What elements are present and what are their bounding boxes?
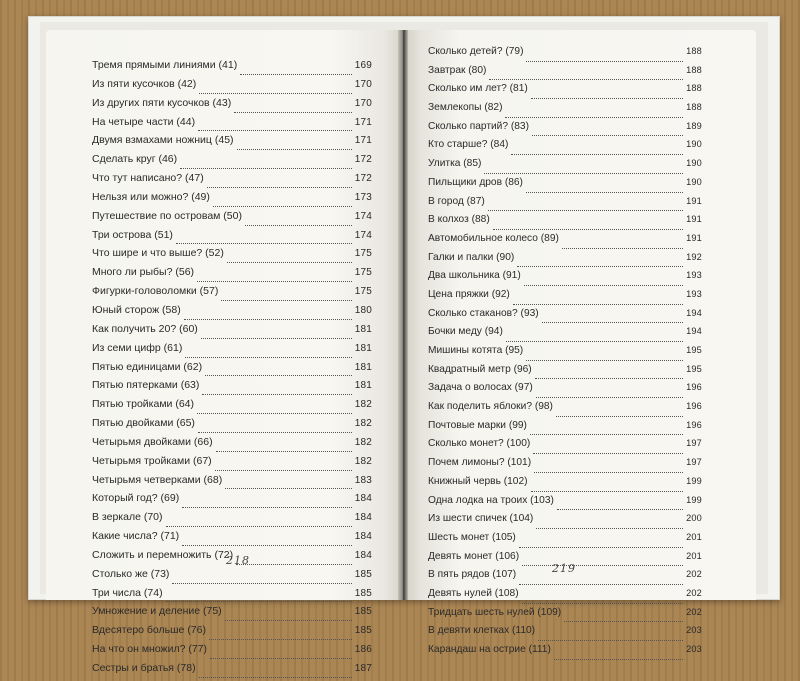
toc-entry xyxy=(428,102,702,121)
toc-entry-page-number: 174 xyxy=(354,229,372,241)
dot-leader xyxy=(207,187,352,188)
toc-entry xyxy=(92,492,372,511)
toc-entry xyxy=(92,568,372,587)
dot-leader xyxy=(513,304,683,305)
toc-entry-page-number: 196 xyxy=(686,382,702,393)
toc-entry xyxy=(92,304,372,323)
toc-entry xyxy=(92,153,372,172)
toc-entry xyxy=(92,323,372,342)
toc-entry-page-number: 175 xyxy=(354,267,372,279)
toc-entry-title: Сколько им лет? (81) xyxy=(428,83,528,95)
toc-entry xyxy=(92,417,372,436)
toc-entry-title: Задача о волосах (97) xyxy=(428,382,533,394)
toc-entry-title: Сколько монет? (100) xyxy=(428,438,531,450)
toc-entry xyxy=(92,116,372,135)
toc-entry-page-number: 181 xyxy=(354,323,372,335)
dot-leader xyxy=(202,394,351,395)
toc-entry-page-number: 191 xyxy=(686,214,702,225)
toc-entry-page-number: 203 xyxy=(686,625,702,636)
toc-entry xyxy=(92,455,372,474)
toc-entry xyxy=(92,78,372,97)
toc-entry xyxy=(92,172,372,191)
dot-leader xyxy=(199,93,351,94)
dot-leader xyxy=(236,564,352,565)
toc-entry-page-number: 188 xyxy=(686,102,702,113)
dot-leader xyxy=(538,640,683,641)
toc-entry-title: Какие числа? (71) xyxy=(92,530,180,543)
toc-entry xyxy=(428,476,702,495)
toc-entry-title: Девять монет (106) xyxy=(428,550,520,562)
toc-entry-page-number: 183 xyxy=(354,474,372,486)
toc-entry xyxy=(92,587,372,606)
toc-entry xyxy=(428,625,702,644)
toc-entry-page-number: 185 xyxy=(354,625,372,637)
toc-entry-page-number: 202 xyxy=(686,606,702,617)
toc-entry-page-number: 190 xyxy=(686,158,702,169)
toc-entry-page-number: 185 xyxy=(354,606,372,618)
toc-entry-page-number: 175 xyxy=(354,286,372,298)
toc-entry-title: Четырьмя двойками (66) xyxy=(92,435,213,448)
toc-entry xyxy=(428,607,702,626)
dot-leader xyxy=(172,583,351,584)
toc-entry xyxy=(428,345,702,364)
toc-entry-page-number: 193 xyxy=(686,270,702,281)
toc-entry-title: Пятью пятерками (63) xyxy=(92,379,200,392)
toc-entry xyxy=(428,382,702,401)
toc-entry-page-number: 184 xyxy=(354,493,372,505)
toc-entry-title: В пять рядов (107) xyxy=(428,569,517,581)
dot-leader xyxy=(556,416,683,417)
toc-entry xyxy=(92,624,372,643)
toc-entry-title: Сколько детей? (79) xyxy=(428,46,524,57)
toc-entry-page-number: 197 xyxy=(686,457,702,468)
toc-entry-title: Карандаш на острие (111) xyxy=(428,644,551,655)
dot-leader xyxy=(209,639,352,640)
toc-entry-page-number: 170 xyxy=(354,97,372,109)
toc-entry-title: Тремя прямыми линиями (41) xyxy=(92,59,238,71)
toc-entry-title: Улитка (85) xyxy=(428,158,482,170)
toc-entry xyxy=(428,139,702,158)
toc-entry-page-number: 170 xyxy=(354,78,372,90)
dot-leader xyxy=(536,528,683,529)
toc-entry xyxy=(92,59,372,78)
toc-entry-title: Цена пряжки (92) xyxy=(428,288,510,300)
dot-leader xyxy=(531,491,684,492)
toc-entry-page-number: 171 xyxy=(354,135,372,147)
toc-entry-page-number: 184 xyxy=(354,512,372,524)
toc-entry-title: Пятью тройками (64) xyxy=(92,398,194,411)
dot-leader xyxy=(184,319,352,320)
toc-entry xyxy=(428,46,702,65)
toc-entry-title: Что шире и что выше? (52) xyxy=(92,247,224,260)
toc-entry-page-number: 182 xyxy=(354,399,372,411)
toc-entry xyxy=(92,474,372,493)
toc-entry-page-number: 169 xyxy=(354,60,372,71)
dot-leader xyxy=(234,112,351,113)
toc-entry-title: Пятью двойками (65) xyxy=(92,417,195,430)
dot-leader xyxy=(493,229,683,230)
toc-entry-title: Почтовые марки (99) xyxy=(428,419,527,431)
toc-entry xyxy=(428,401,702,420)
toc-entry-title: Автомобильное колесо (89) xyxy=(428,232,559,244)
toc-entry xyxy=(428,588,702,607)
toc-entry-title: Как получить 20? (60) xyxy=(92,322,198,335)
toc-entry xyxy=(428,513,702,532)
toc-entry-title: Юный сторож (58) xyxy=(92,303,181,316)
dot-leader xyxy=(198,130,352,131)
dot-leader xyxy=(176,243,352,244)
dot-leader xyxy=(197,281,352,282)
toc-entry-title: Завтрак (80) xyxy=(428,64,487,76)
toc-entry-title: Девять нулей (108) xyxy=(428,587,519,599)
toc-entry xyxy=(92,379,372,398)
toc-entry-title: Сложить и перемножить (72) xyxy=(92,548,234,561)
dot-leader xyxy=(215,470,352,471)
dot-leader xyxy=(201,338,352,339)
toc-entry-title: На что он множил? (77) xyxy=(92,643,207,656)
dot-leader xyxy=(522,565,683,566)
dot-leader xyxy=(240,74,352,75)
toc-entry xyxy=(92,530,372,549)
toc-entry-page-number: 188 xyxy=(686,83,702,94)
toc-entry-page-number: 191 xyxy=(686,232,702,243)
dot-leader xyxy=(557,509,683,510)
toc-entry-page-number: 188 xyxy=(686,46,702,56)
toc-entry-page-number: 174 xyxy=(354,210,372,222)
toc-entry-title: Землекопы (82) xyxy=(428,102,503,114)
toc-entry-page-number: 181 xyxy=(354,342,372,354)
left-table-of-contents xyxy=(92,59,372,681)
dot-leader xyxy=(213,206,352,207)
toc-entry-title: Шесть монет (105) xyxy=(428,531,516,543)
dot-leader xyxy=(221,300,351,301)
toc-entry-title: Сколько партий? (83) xyxy=(428,120,529,132)
toc-entry-title: Почем лимоны? (101) xyxy=(428,457,532,469)
dot-leader xyxy=(531,98,683,99)
toc-entry-page-number: 182 xyxy=(354,436,372,448)
toc-entry-page-number: 195 xyxy=(686,345,702,355)
toc-entry-title: Одна лодка на троих (103) xyxy=(428,494,554,506)
toc-entry-title: Из других пяти кусочков (43) xyxy=(92,96,232,109)
dot-leader xyxy=(535,378,683,379)
toc-entry-page-number: 185 xyxy=(354,568,372,580)
toc-entry xyxy=(428,308,702,327)
toc-entry xyxy=(428,289,702,308)
dot-leader xyxy=(522,603,683,604)
toc-entry xyxy=(92,97,372,116)
dot-leader xyxy=(245,225,352,226)
dot-leader xyxy=(530,434,683,435)
toc-entry xyxy=(428,121,702,140)
toc-entry-page-number: 173 xyxy=(354,191,372,203)
dot-leader xyxy=(166,526,352,527)
toc-entry-title: Фигурки-головоломки (57) xyxy=(92,285,219,298)
toc-entry-page-number: 182 xyxy=(354,455,372,467)
toc-entry xyxy=(428,438,702,457)
toc-entry xyxy=(428,252,702,271)
dot-leader xyxy=(506,341,683,342)
toc-entry-page-number: 203 xyxy=(686,644,702,654)
dot-leader xyxy=(185,357,351,358)
toc-entry-page-number: 171 xyxy=(354,116,372,128)
toc-entry-title: Путешествие по островам (50) xyxy=(92,209,242,222)
toc-entry-title: Сделать круг (46) xyxy=(92,153,178,166)
toc-entry-page-number: 197 xyxy=(686,438,702,449)
toc-entry-title: Пильщики дров (86) xyxy=(428,176,523,188)
dot-leader xyxy=(564,621,683,622)
toc-entry-page-number: 194 xyxy=(686,326,702,337)
toc-entry-title: Двумя взмахами ножниц (45) xyxy=(92,134,234,147)
dot-leader xyxy=(197,413,352,414)
toc-entry xyxy=(92,643,372,662)
toc-entry xyxy=(428,196,702,215)
toc-entry-page-number: 193 xyxy=(686,288,702,299)
dot-leader xyxy=(216,451,352,452)
dot-leader xyxy=(505,117,683,118)
dot-leader xyxy=(166,601,352,602)
toc-entry-page-number: 191 xyxy=(686,195,702,206)
toc-entry-page-number: 182 xyxy=(354,418,372,430)
toc-entry-page-number: 185 xyxy=(354,587,372,599)
toc-entry xyxy=(92,285,372,304)
toc-entry-title: Сестры и братья (78) xyxy=(92,662,196,674)
toc-entry-page-number: 194 xyxy=(686,307,702,318)
dot-leader xyxy=(182,507,352,508)
toc-entry-title: Книжный червь (102) xyxy=(428,475,528,487)
dot-leader xyxy=(526,192,683,193)
toc-entry-page-number: 199 xyxy=(686,475,702,486)
toc-entry-page-number: 184 xyxy=(354,549,372,561)
toc-entry-title: Из шести спичек (104) xyxy=(428,513,534,525)
toc-entry-title: Что тут написано? (47) xyxy=(92,172,204,185)
toc-entry-page-number: 200 xyxy=(686,513,702,524)
toc-entry-page-number: 172 xyxy=(354,173,372,185)
dot-leader xyxy=(182,545,352,546)
toc-entry-page-number: 201 xyxy=(686,550,702,561)
toc-entry xyxy=(428,326,702,345)
toc-entry-page-number: 190 xyxy=(686,139,702,150)
toc-entry xyxy=(428,83,702,102)
dot-leader xyxy=(237,149,352,150)
toc-entry-title: Мишины котята (95) xyxy=(428,345,524,356)
toc-entry xyxy=(428,158,702,177)
toc-entry xyxy=(92,191,372,210)
toc-entry-page-number: 199 xyxy=(686,494,702,505)
toc-entry-title: Из семи цифр (61) xyxy=(92,341,183,354)
toc-entry xyxy=(92,134,372,153)
dot-leader xyxy=(484,173,683,174)
toc-entry-title: Много ли рыбы? (56) xyxy=(92,266,195,279)
toc-entry xyxy=(428,420,702,439)
dot-leader xyxy=(517,266,683,267)
toc-entry-page-number: 181 xyxy=(354,361,372,373)
toc-entry-title: Пятью единицами (62) xyxy=(92,360,203,373)
toc-entry-title: На четыре части (44) xyxy=(92,115,196,128)
dot-leader xyxy=(533,453,683,454)
toc-entry-page-number: 190 xyxy=(686,176,702,187)
toc-entry-page-number: 175 xyxy=(354,248,372,260)
toc-entry xyxy=(428,532,702,551)
toc-entry-title: Три числа (74) xyxy=(92,586,163,599)
toc-entry-title: Вдесятеро больше (76) xyxy=(92,624,206,637)
toc-entry-title: Умножение и деление (75) xyxy=(92,605,222,618)
dot-leader xyxy=(205,375,352,376)
toc-entry xyxy=(92,436,372,455)
toc-entry xyxy=(92,662,372,681)
toc-entry-page-number: 192 xyxy=(686,251,702,262)
toc-entry xyxy=(428,495,702,514)
toc-entry xyxy=(92,247,372,266)
toc-entry xyxy=(92,605,372,624)
dot-leader xyxy=(180,168,352,169)
toc-entry-title: В зеркале (70) xyxy=(92,511,163,524)
toc-entry-title: Который год? (69) xyxy=(92,492,180,505)
toc-entry-title: Кто старше? (84) xyxy=(428,139,509,151)
toc-entry-title: Три острова (51) xyxy=(92,228,173,241)
dot-leader xyxy=(519,584,683,585)
toc-entry xyxy=(428,270,702,289)
toc-entry-page-number: 180 xyxy=(354,304,372,316)
toc-entry-title: Тридцать шесть нулей (109) xyxy=(428,606,562,618)
dot-leader xyxy=(199,677,352,678)
toc-entry-title: Два школьника (91) xyxy=(428,270,521,282)
toc-entry-title: Четырьмя четверками (68) xyxy=(92,473,223,486)
book-spine xyxy=(398,30,408,600)
dot-leader xyxy=(562,248,683,249)
toc-entry-page-number: 188 xyxy=(686,64,702,75)
left-page-handwritten-number: 218 xyxy=(226,554,250,567)
toc-entry-page-number: 202 xyxy=(686,569,702,580)
toc-entry-title: Квадратный метр (96) xyxy=(428,363,532,375)
toc-entry xyxy=(92,361,372,380)
dot-leader xyxy=(536,397,683,398)
toc-entry-page-number: 186 xyxy=(354,644,372,656)
toc-entry-title: Столько же (73) xyxy=(92,567,170,580)
toc-entry-page-number: 196 xyxy=(686,401,702,412)
toc-entry-title: Как поделить яблоки? (98) xyxy=(428,401,553,413)
dot-leader xyxy=(227,262,352,263)
dot-leader xyxy=(524,285,683,286)
toc-entry-page-number: 172 xyxy=(354,154,372,166)
toc-entry xyxy=(92,266,372,285)
dot-leader xyxy=(526,360,683,361)
toc-entry-title: Четырьмя тройками (67) xyxy=(92,454,212,467)
toc-entry-page-number: 196 xyxy=(686,419,702,430)
toc-entry-title: В колхоз (88) xyxy=(428,214,490,226)
toc-entry-page-number: 181 xyxy=(354,380,372,392)
dot-leader xyxy=(534,472,683,473)
dot-leader xyxy=(225,620,352,621)
toc-entry-page-number: 201 xyxy=(686,531,702,542)
right-page-handwritten-number: 219 xyxy=(552,562,576,575)
toc-entry xyxy=(92,398,372,417)
toc-entry-page-number: 189 xyxy=(686,120,702,131)
dot-leader xyxy=(225,488,351,489)
toc-entry-title: Галки и палки (90) xyxy=(428,251,515,263)
toc-entry xyxy=(92,342,372,361)
dot-leader xyxy=(488,210,683,211)
toc-entry xyxy=(92,229,372,248)
toc-entry xyxy=(428,214,702,233)
dot-leader xyxy=(554,659,683,660)
toc-entry xyxy=(428,364,702,383)
dot-leader xyxy=(511,154,683,155)
toc-entry xyxy=(428,233,702,252)
dot-leader xyxy=(519,547,683,548)
toc-entry xyxy=(92,511,372,530)
toc-entry xyxy=(428,644,702,663)
toc-entry-title: Сколько стаканов? (93) xyxy=(428,307,539,319)
toc-entry-title: В город (87) xyxy=(428,195,485,207)
toc-entry-title: Нельзя или можно? (49) xyxy=(92,190,210,203)
dot-leader xyxy=(526,61,683,62)
toc-entry-page-number: 184 xyxy=(354,531,372,543)
toc-entry-title: Бочки меду (94) xyxy=(428,326,503,338)
toc-entry-title: Из пяти кусочков (42) xyxy=(92,77,197,90)
dot-leader xyxy=(542,322,683,323)
dot-leader xyxy=(489,79,683,80)
dot-leader xyxy=(198,432,352,433)
dot-leader xyxy=(210,658,352,659)
toc-entry-title: В девяти клетках (110) xyxy=(428,625,536,637)
toc-entry-page-number: 195 xyxy=(686,363,702,374)
toc-entry-page-number: 202 xyxy=(686,587,702,598)
toc-entry xyxy=(428,65,702,84)
toc-entry xyxy=(428,177,702,196)
toc-entry xyxy=(92,210,372,229)
toc-entry-page-number: 187 xyxy=(354,663,372,674)
dot-leader xyxy=(532,135,683,136)
toc-entry xyxy=(428,457,702,476)
